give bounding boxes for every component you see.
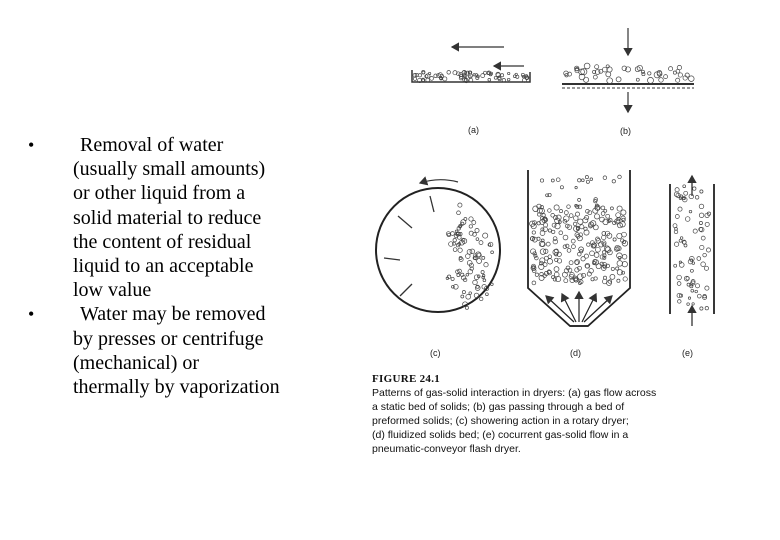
particle (581, 179, 584, 182)
particle (591, 278, 594, 281)
particle (544, 256, 548, 260)
particle (584, 77, 589, 82)
particle (675, 188, 679, 192)
particle (578, 198, 581, 201)
particle (469, 217, 473, 221)
particle (494, 76, 497, 79)
particle (526, 77, 529, 80)
figure-caption (372, 372, 712, 456)
particle (486, 293, 489, 296)
particle (693, 229, 697, 233)
particle (479, 297, 483, 301)
particle (689, 210, 692, 213)
caption-line-2: a static bed of solids; (b) gas passing through a bed of (372, 401, 625, 413)
particle (556, 178, 560, 182)
particle (622, 262, 627, 267)
particle (678, 73, 682, 77)
particle (691, 289, 694, 292)
particle (659, 78, 664, 83)
particle (575, 212, 579, 216)
caption-heading: FIGURE 24.1 (372, 373, 441, 385)
particle (590, 178, 593, 181)
particle (488, 78, 491, 81)
particle (595, 65, 599, 69)
particle (636, 78, 639, 81)
bullet-2-line-2: by presses or centrifuge (73, 327, 264, 350)
particle (618, 175, 622, 179)
caption-line-4: (d) fluidized solids bed; (e) cocurrent gas-solid flow in a (372, 429, 629, 441)
particle (430, 77, 434, 81)
particle (466, 294, 471, 299)
particle (590, 251, 595, 256)
particle (466, 254, 471, 259)
particle (675, 215, 679, 219)
particle (689, 76, 695, 82)
particle (540, 231, 545, 236)
particle (703, 253, 707, 257)
particle (565, 244, 569, 248)
particle (688, 297, 690, 299)
particle (479, 241, 483, 245)
particle (586, 180, 589, 183)
particle (458, 203, 462, 207)
bullet-symbol: • (28, 304, 35, 325)
particle (617, 279, 620, 282)
particle (474, 275, 479, 280)
particle (521, 73, 524, 76)
particle (700, 307, 703, 310)
particle (552, 223, 556, 227)
particle (508, 72, 510, 74)
particle (563, 235, 568, 240)
particle (699, 213, 704, 218)
particle (554, 205, 559, 210)
caption-line-1: Patterns of gas-solid interaction in dryers: (a) gas flow across (372, 387, 657, 399)
rotation-arrow (420, 180, 458, 183)
particle (617, 206, 622, 211)
solid-particles-e (673, 185, 711, 310)
particle (413, 77, 416, 80)
particle (501, 74, 504, 77)
particle (578, 274, 584, 280)
particle (699, 204, 704, 209)
particle (458, 248, 462, 252)
particle (607, 78, 613, 84)
panel-c-rotary-dryer (376, 180, 500, 312)
particle (685, 217, 690, 222)
particle (469, 292, 472, 295)
particle (473, 280, 478, 285)
particle (548, 209, 552, 213)
particle (676, 78, 680, 82)
particle (443, 77, 447, 81)
particle (617, 261, 623, 267)
particle (697, 257, 701, 261)
particle (705, 307, 708, 310)
particle (700, 245, 704, 249)
particle (559, 210, 562, 213)
rotary-drum (376, 188, 500, 312)
particle (451, 232, 455, 236)
flight-3 (400, 284, 412, 296)
particle (678, 300, 682, 304)
particle (705, 286, 709, 290)
particle (676, 69, 680, 73)
particle (560, 186, 563, 189)
particle (673, 224, 677, 228)
particle (569, 261, 573, 265)
bullet-2-line-4: thermally by vaporization (73, 376, 280, 399)
particle (593, 225, 598, 230)
particle (701, 236, 705, 240)
particle (554, 267, 559, 272)
particle (674, 242, 678, 246)
particle (585, 264, 589, 268)
particle (623, 277, 627, 281)
particle (548, 229, 551, 232)
particle (559, 231, 563, 235)
particle (451, 277, 454, 280)
panel-e-pneumatic-conveyor (670, 176, 714, 326)
particle (584, 230, 589, 235)
particle (602, 235, 606, 239)
bullet-1-line-2: (usually small amounts) (73, 158, 266, 181)
particle (622, 254, 627, 259)
particle (563, 245, 567, 249)
particle (688, 259, 693, 264)
bullet-symbol: • (28, 135, 35, 155)
bullet-2-line-1: Water may be removed (80, 303, 266, 326)
label-d: (d) (570, 348, 581, 358)
particle (689, 194, 694, 199)
particle (701, 262, 706, 267)
bullet-1-line-1: Removal of water (80, 134, 224, 156)
particle (581, 257, 585, 261)
label-b: (b) (620, 126, 631, 136)
particle (584, 63, 590, 69)
particle (461, 295, 464, 298)
particle (677, 275, 682, 280)
particle (677, 282, 681, 286)
particle (481, 271, 484, 274)
flight-2 (384, 258, 400, 260)
solid-bed-b (564, 63, 694, 84)
flight-1 (398, 216, 412, 228)
particle (466, 274, 469, 277)
particle (612, 180, 615, 183)
particle (571, 245, 575, 249)
bullet-1-line-3: or other liquid from a (73, 182, 246, 205)
particle (587, 243, 590, 246)
particle (465, 306, 468, 309)
particle (556, 215, 561, 220)
particle (583, 218, 588, 223)
particle (578, 219, 583, 224)
particle (669, 67, 673, 71)
particle (617, 233, 622, 238)
particle (575, 186, 577, 188)
particle (664, 75, 668, 79)
particle (679, 239, 682, 242)
particle (674, 264, 677, 267)
flight-4 (430, 196, 434, 212)
particle (648, 77, 654, 83)
particle (484, 263, 488, 267)
particle (453, 248, 457, 252)
particle (571, 239, 575, 243)
particle (679, 263, 684, 268)
particle (706, 248, 710, 252)
particle (610, 274, 615, 279)
particle (453, 239, 456, 242)
particle (447, 275, 450, 278)
bullet-1-line-4: solid material to reduce (73, 206, 262, 229)
particle (603, 276, 606, 279)
particle (695, 290, 698, 293)
particle (692, 303, 694, 305)
particle (622, 271, 625, 274)
particle (532, 231, 535, 234)
particle (603, 176, 607, 180)
particle (482, 274, 485, 277)
particle (684, 191, 688, 195)
particle (569, 214, 573, 218)
particle (474, 293, 479, 298)
bullet-1-line-5: the content of residual (73, 230, 252, 253)
particle (482, 256, 485, 259)
particle (532, 281, 536, 285)
particle (535, 273, 538, 276)
particle (610, 207, 613, 210)
particle (581, 273, 585, 277)
particle (596, 247, 601, 252)
particle (606, 72, 611, 77)
particle (693, 187, 696, 190)
particle (594, 253, 599, 258)
particle (470, 249, 475, 254)
particle (580, 225, 584, 229)
caption-line-3: preformed solids; (c) showering action in a rotary dryer; (372, 415, 629, 427)
particle (418, 74, 421, 77)
particle (564, 211, 568, 215)
particle (552, 276, 555, 279)
particle (616, 213, 621, 218)
solid-bed-a (413, 71, 529, 83)
particle (457, 274, 460, 277)
particle (491, 251, 494, 254)
particle (483, 233, 488, 238)
particle (567, 249, 571, 253)
particle (484, 71, 487, 74)
bullet-1-line-7: low value (73, 279, 152, 302)
label-a: (a) (468, 125, 479, 135)
panel-b-preformed-bed (562, 28, 694, 112)
particle (678, 207, 682, 211)
particle (551, 213, 555, 217)
particle (704, 266, 708, 270)
particle (604, 209, 607, 212)
particle (616, 77, 621, 82)
particle (599, 242, 604, 247)
particle (491, 283, 494, 286)
particle (683, 185, 686, 188)
particle (695, 196, 699, 200)
solid-bed-c (446, 203, 493, 309)
particle (553, 237, 557, 241)
particle (457, 211, 461, 215)
particle (564, 279, 568, 283)
particle (469, 225, 472, 228)
particle (606, 214, 610, 218)
particle (543, 263, 547, 267)
label-e: (e) (682, 348, 693, 358)
caption-line-5: pneumatic-conveyor flash dryer. (372, 443, 521, 455)
panel-d-fluidized-bed (528, 170, 630, 326)
particle (687, 303, 690, 306)
particle (462, 291, 465, 294)
particle (546, 242, 550, 246)
particle (552, 230, 555, 233)
particle (540, 179, 543, 182)
particle (567, 205, 571, 209)
particle (594, 214, 599, 219)
particle (616, 267, 619, 270)
particle (447, 71, 451, 75)
particle (573, 222, 577, 226)
particle (648, 72, 651, 75)
particle (507, 78, 510, 81)
label-c: (c) (430, 348, 441, 358)
particle (585, 176, 588, 179)
particle (697, 294, 701, 298)
particle (690, 269, 693, 272)
particle (613, 238, 616, 241)
bullet-1-line-6: liquid to an acceptable (73, 255, 254, 278)
particle (483, 279, 486, 282)
bullet-2-line-3: (mechanical) or (73, 351, 200, 374)
particle (475, 228, 479, 232)
particle (551, 179, 554, 182)
panel-a-static-bed (412, 47, 530, 83)
particle (540, 249, 546, 255)
particle (700, 190, 703, 193)
particle (695, 284, 699, 288)
particle (452, 285, 455, 288)
solid-bed-d (530, 175, 628, 285)
particle (684, 244, 687, 247)
particle (601, 206, 605, 210)
particle (611, 267, 614, 270)
particle (699, 221, 702, 224)
particle (458, 269, 462, 273)
particle (464, 218, 467, 221)
particle (476, 238, 479, 241)
particle (578, 179, 581, 182)
particle (593, 75, 597, 79)
particle (705, 222, 709, 226)
